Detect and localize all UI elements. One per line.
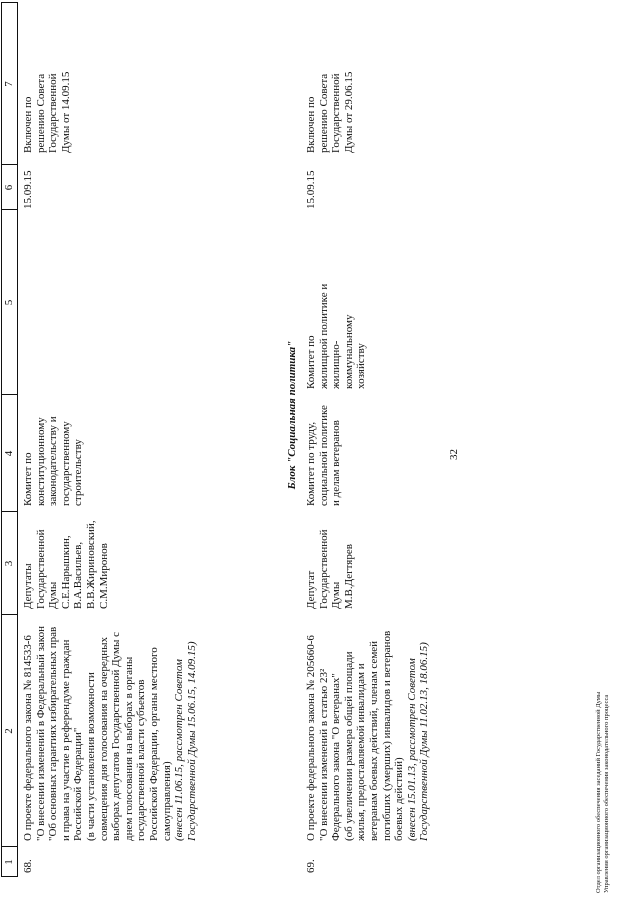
column-header-6: 6 bbox=[3, 184, 15, 191]
title-line: О проекте федерального закона № 814533-6 bbox=[22, 635, 34, 841]
title-line: Российской Федерации" bbox=[72, 727, 85, 841]
title-line: ветеранам боевых действий, членам семей bbox=[367, 640, 380, 841]
title-line: совмещения дня голосования на очередных bbox=[97, 637, 110, 841]
row-68-initiators bbox=[22, 520, 110, 609]
committee-line: конституционному bbox=[34, 417, 47, 506]
co-committee-line: коммунальному bbox=[342, 314, 355, 389]
title-line: (об увеличении размера общей площади bbox=[342, 651, 355, 841]
initiator-line: Государственной bbox=[34, 529, 47, 609]
committee-line: социальной политике bbox=[317, 405, 330, 506]
title-line: государственной власти субъектов bbox=[135, 679, 148, 841]
header-bottom-border bbox=[17, 3, 18, 877]
column-header-7: 7 bbox=[3, 81, 15, 87]
co-committee-line: жилищно- bbox=[330, 340, 343, 389]
initiator-line: Депутаты bbox=[22, 563, 34, 609]
status-line: Включен по bbox=[22, 96, 34, 153]
row-69-date: 15.09.15 bbox=[305, 170, 317, 209]
title-line: (в части установления возможности bbox=[84, 672, 97, 841]
header-top-border bbox=[1, 3, 2, 877]
page-number: 32 bbox=[448, 449, 460, 460]
row-68-committee bbox=[22, 416, 85, 506]
row-69-co-committee bbox=[305, 284, 368, 389]
row-68-title bbox=[22, 626, 198, 841]
row-68-number: 68. bbox=[22, 859, 34, 873]
column-header-3: 3 bbox=[3, 560, 15, 567]
title-line: жилья, предоставляемой инвалидам и bbox=[355, 663, 368, 841]
row-69-initiators bbox=[305, 529, 355, 609]
status-line: Государственной bbox=[330, 73, 343, 153]
footer-department bbox=[595, 692, 611, 893]
committee-line: и делам ветеранов bbox=[330, 420, 343, 506]
title-line: О проекте федерального закона № 205660-6 bbox=[305, 635, 317, 841]
initiator-line: Государственной bbox=[317, 529, 330, 609]
row-69-number: 69. bbox=[305, 859, 317, 873]
block-title: Блок "Социальная политика" bbox=[286, 340, 298, 490]
title-line: самоуправления) bbox=[160, 761, 173, 841]
footer-line: Управления организационного обеспечения законодательного процесса bbox=[603, 694, 610, 893]
title-line: выборах депутатов Государственной Думы с bbox=[110, 632, 123, 841]
co-committee-line: Комитет по bbox=[305, 335, 317, 389]
status-line: решению Совета bbox=[34, 73, 47, 153]
co-committee-line: хозяйству bbox=[355, 343, 368, 389]
title-line: Федерального закона "О ветеранах" bbox=[330, 673, 343, 841]
status-line: Думы от 29.06.15 bbox=[342, 71, 355, 153]
initiator-line: С.Е.Нарышкин, bbox=[59, 535, 72, 609]
title-line: "О внесении изменений в статью 23² bbox=[317, 668, 330, 841]
row-69-status bbox=[305, 72, 355, 153]
initiator-line: Думы bbox=[47, 581, 60, 609]
committee-line: Комитет по труду, bbox=[305, 421, 317, 506]
row-69-title bbox=[305, 631, 431, 841]
submission-note-line: (внесен 15.01.13, рассмотрен Советом bbox=[405, 658, 418, 841]
status-line: решению Совета bbox=[317, 73, 330, 153]
footer-line: Отдел организационного обеспечения заседаний Государственной Думы bbox=[595, 691, 602, 893]
status-line: Государственной bbox=[47, 73, 60, 153]
status-line: Включен по bbox=[305, 96, 317, 153]
initiator-line: Депутат bbox=[305, 570, 317, 609]
status-line: Думы от 14.09.15 bbox=[59, 71, 72, 153]
title-line: "О внесении изменений в Федеральный закон bbox=[34, 626, 47, 841]
title-line: погибших (умерших) инвалидов и ветеранов bbox=[380, 630, 393, 841]
column-header-1: 1 bbox=[3, 859, 15, 865]
submission-note-line: Государственной Думы 15.06.15, 14.09.15) bbox=[185, 641, 198, 841]
column-header-5: 5 bbox=[3, 299, 15, 306]
title-line: и права на участие в референдуме граждан bbox=[59, 639, 72, 841]
submission-note-line: (внесен 11.06.15, рассмотрен Советом bbox=[173, 659, 186, 841]
initiator-line: Думы bbox=[330, 581, 343, 609]
initiator-line: С.М.Миронов bbox=[97, 543, 110, 609]
row-68-status bbox=[22, 72, 72, 153]
co-committee-line: жилищной политике и bbox=[317, 283, 330, 389]
title-line: Российской Федерации, органы местного bbox=[147, 647, 160, 841]
title-line: боевых действий) bbox=[393, 757, 406, 841]
column-header-4: 4 bbox=[3, 450, 15, 457]
title-line: "Об основных гарантиях избирательных прав bbox=[47, 626, 60, 841]
column-header-2: 2 bbox=[3, 728, 15, 734]
initiator-line: В.В.Жириновский, bbox=[84, 520, 97, 609]
initiator-line: В.А.Васильев, bbox=[72, 541, 85, 609]
committee-line: законодательству и bbox=[47, 416, 60, 506]
committee-line: государственному bbox=[59, 421, 72, 506]
submission-note-line: Государственной Думы 11.02.13, 18.06.15) bbox=[418, 642, 431, 841]
committee-line: Комитет по bbox=[22, 452, 34, 506]
row-69-committee bbox=[305, 405, 343, 506]
title-line: днем голосования на выборах в органы bbox=[122, 656, 135, 841]
committee-line: строительству bbox=[72, 439, 85, 506]
row-68-date: 15.09.15 bbox=[22, 170, 34, 209]
initiator-line: М.В.Дегтярев bbox=[342, 544, 355, 609]
